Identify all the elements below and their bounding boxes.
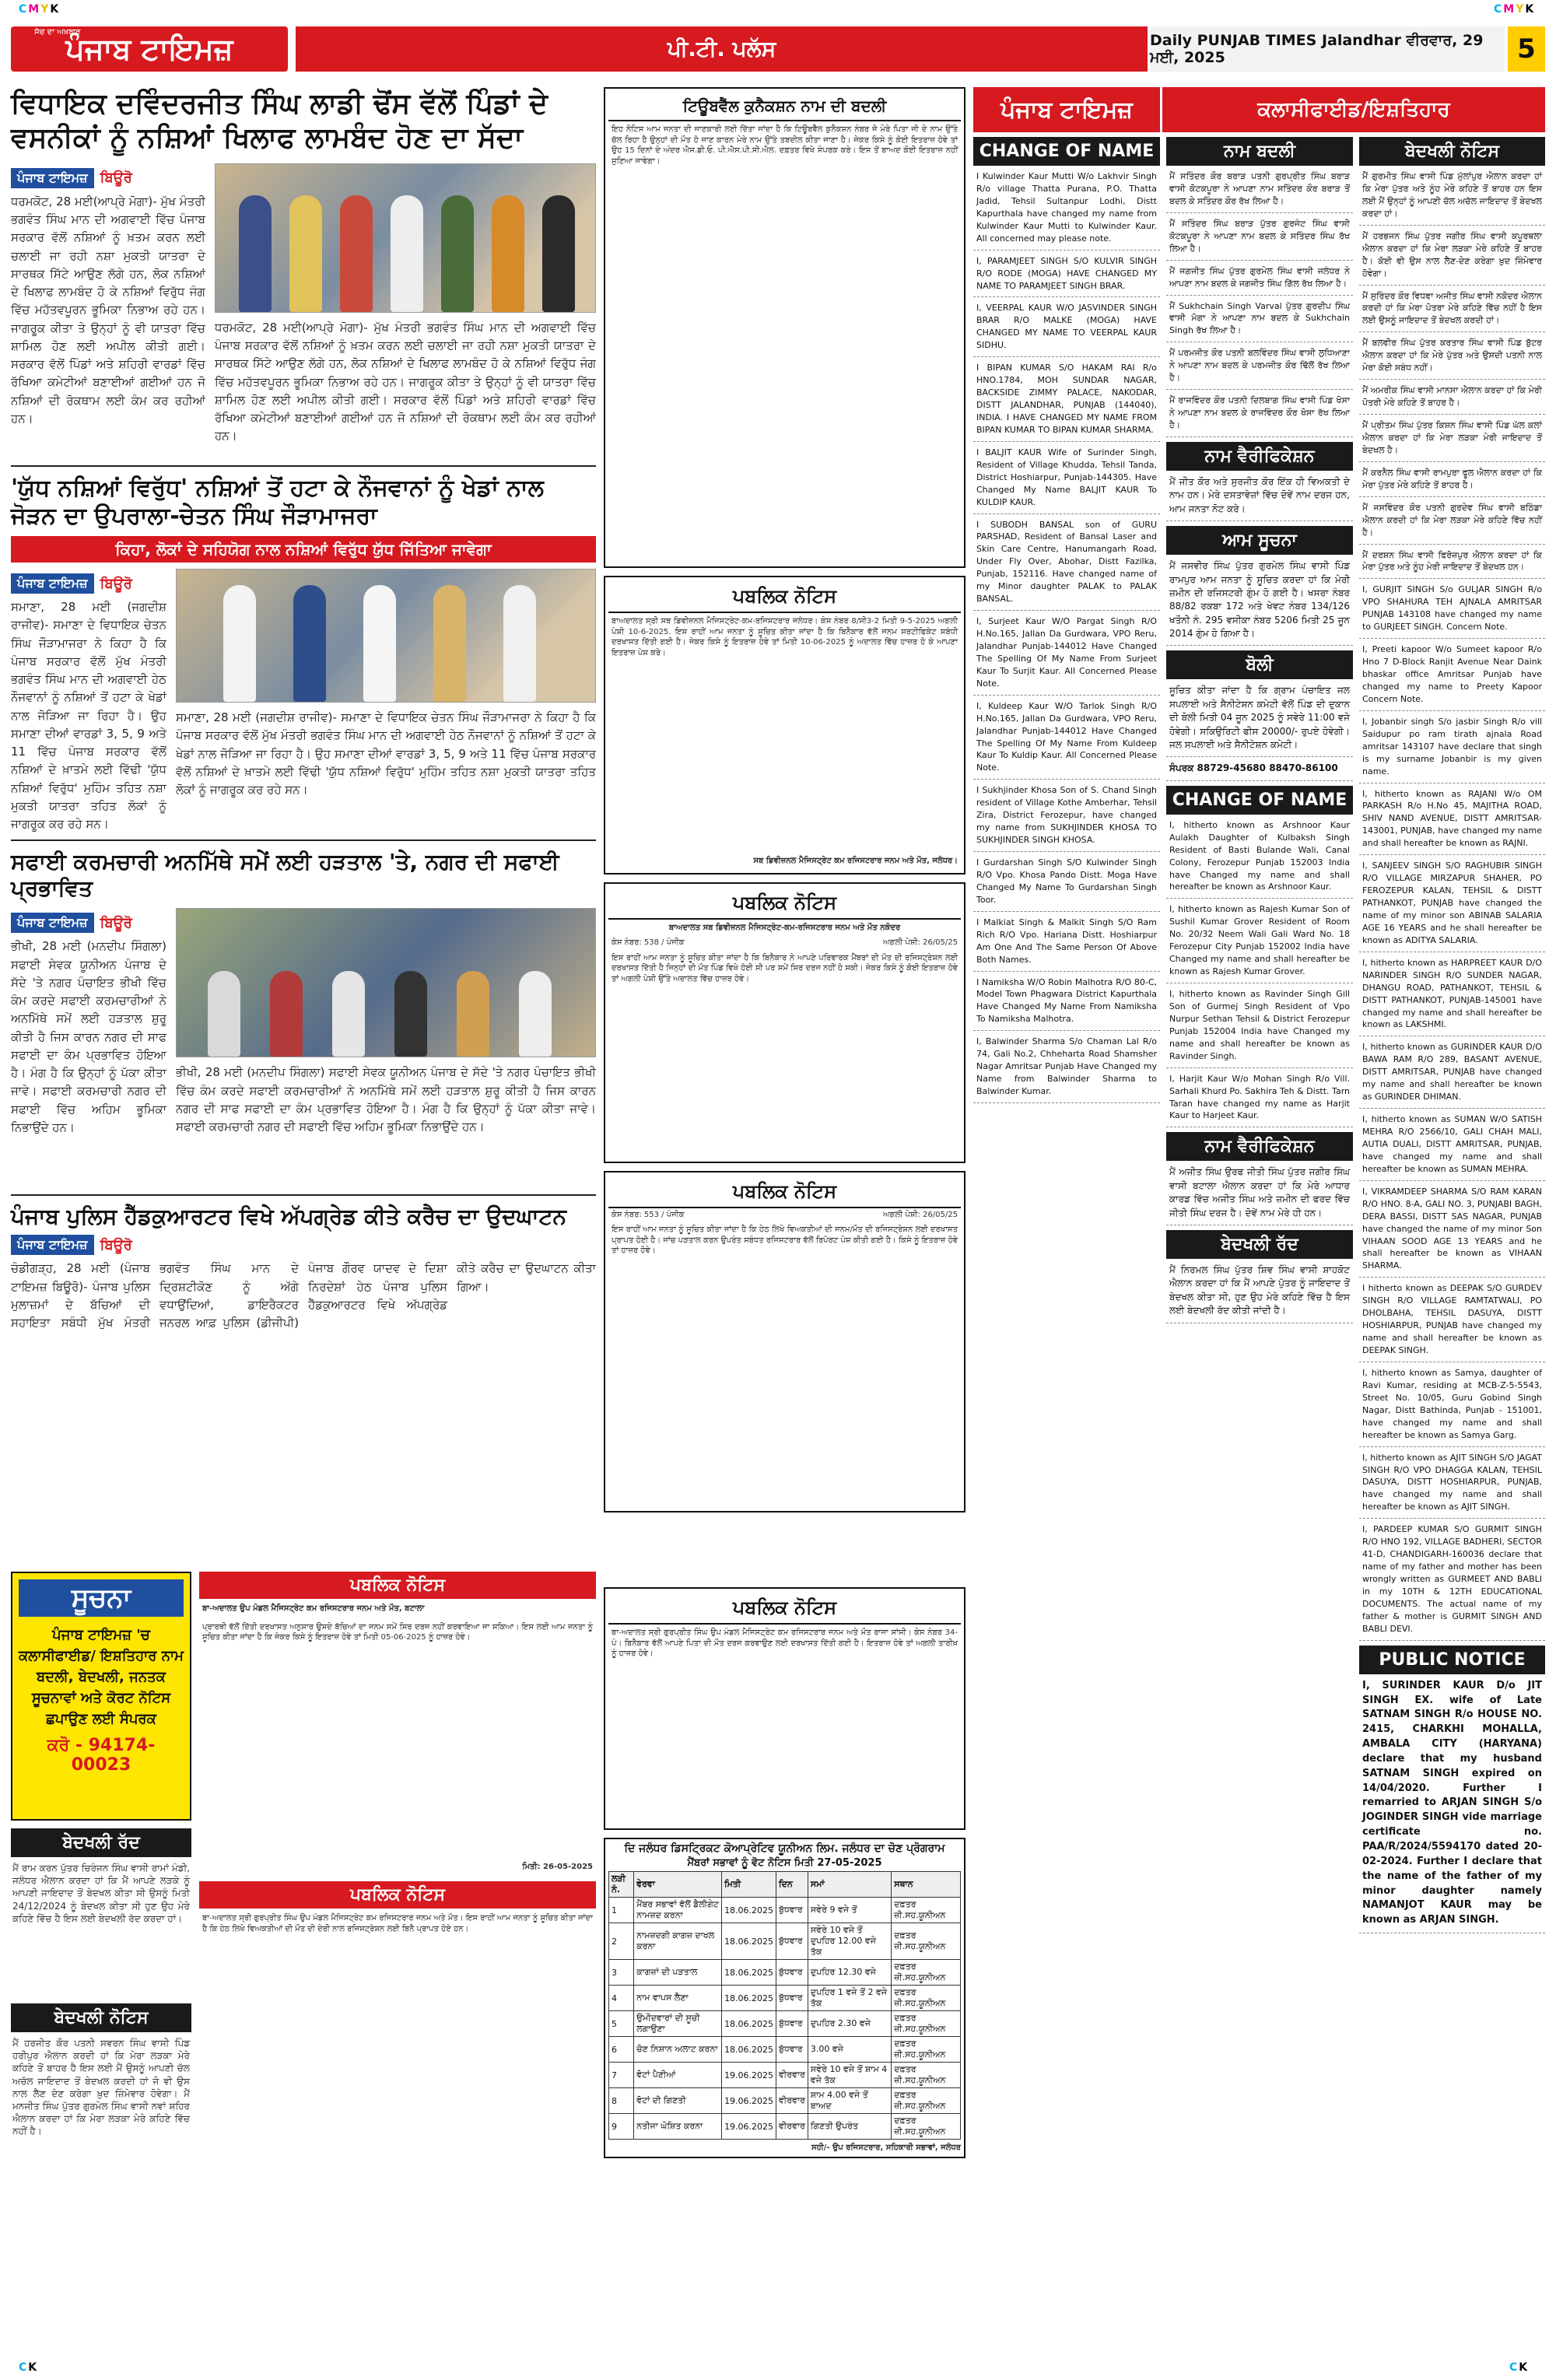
schedule-col-header: ਲੜੀ ਨੰ. <box>609 1872 634 1898</box>
notices-column-lower <box>604 1587 965 2158</box>
change-of-name-entry: I BALJIT KAUR Wife of Surinder Singh, Resident of Village Khudda, Tehsil Tanda, District Hoshiarpur, Punjab-144305. Have Changed My Name BALJIT KAUR To KULDIP KAUR. <box>973 442 1160 514</box>
schedule-cell: 6 <box>609 2037 634 2063</box>
public-notice-2-head: ਬਾਅਦਾਲਤ ਸਬ ਡਿਵੀਜ਼ਨਲ ਮੈਜਿਸਟ੍ਰੇਟ-ਕਮ-ਰਜਿਸਟਰਾਰ ਜਨਮ ਅਤੇ ਮੌਤ ਨਕੋਦਰ <box>668 923 901 932</box>
story1-headline: ਵਿਧਾਇਕ ਦਵਿੰਦਰਜੀਤ ਸਿੰਘ ਲਾਡੀ ਢੋਂਸ ਵੱਲੋਂ ਪਿੰਡਾਂ ਦੇ ਵਸਨੀਕਾਂ ਨੂੰ ਨਸ਼ਿਆਂ ਖਿਲਾਫ ਲਾਮਬੰਦ ਹੋਣ ਦਾ ਸੱਦਾ <box>11 88 548 154</box>
boli-text: ਸੂਚਿਤ ਕੀਤਾ ਜਾਂਦਾ ਹੈ ਕਿ ਗ੍ਰਾਮ ਪੰਚਾਇਤ ਜਲ ਸਪਲਾਈ ਅਤੇ ਸੈਨੀਟੇਸ਼ਨ ਕਮੇਟੀ ਵੱਲੋਂ ਪਿੰਡ ਦੀ ਦੁਕਾਨ ਦੀ ਬੋਲੀ ਮਿਤੀ 04 ਜੂਨ 2025 ਨੂੰ ਸਵੇਰੇ 11:00 ਵਜੇ ਹੋਵੇਗੀ। ਸਕਿਉਰਿਟੀ ਫੀਸ 20000/- ਰੁਪਏ ਹੋਵੇਗੀ। ਜਲ ਸਪਲਾਈ ਅਤੇ ਸੈਨੀਟੇਸ਼ਨ ਕਮੇਟੀ। <box>1166 679 1353 757</box>
story4-headline: ਪੰਜਾਬ ਪੁਲਿਸ ਹੈੱਡਕੁਆਰਟਰ ਵਿਖੇ ਅੱਪਗ੍ਰੇਡ ਕੀਤੇ ਕਰੈਚ ਦਾ ਉਦਘਾਟਨ <box>11 1204 566 1230</box>
schedule-cell: 9 <box>609 2114 634 2140</box>
middle-pn4-title: ਪਬਲਿਕ ਨੋਟਿਸ <box>199 1572 596 1599</box>
schedule-cell: 18.06.2025 <box>722 2011 776 2037</box>
schedule-cell: ਬੁੱਧਵਾਰ <box>776 2011 808 2037</box>
story1-tag-sub: ਬਿਊਰੋ <box>100 170 132 187</box>
story2-headline: 'ਯੁੱਧ ਨਸ਼ਿਆਂ ਵਿਰੁੱਧ' ਨਸ਼ਿਆਂ ਤੋਂ ਹਟਾ ਕੇ ਨੌਜਵਾਨਾਂ ਨੂੰ ਖੇਡਾਂ ਨਾਲ ਜੋੜਨ ਦਾ ਉਪਰਾਲਾ-ਚੇਤਨ ਸਿੰਘ ਜੌੜਾਮਾਜਰਾ <box>11 474 544 531</box>
schedule-cell: 3.00 ਵਜੇ <box>808 2037 891 2063</box>
schedule-cell: ਵੋਟਾਂ ਦੀ ਗਿਣਤੀ <box>634 2088 722 2114</box>
change-of-name-2-entry: I, hitherto known as Arshnoor Kaur Aulakh Daughter of Kulbaksh Singh Resident of Basti Bulande Wali, Canal Colony, Ferozepur Punjab 152003 India have Changed my name and shall hereafter be known as Arshnoor Kaur. <box>1166 815 1353 899</box>
public-notice-3-body: ਇਸ ਰਾਹੀਂ ਆਮ ਜਨਤਾ ਨੂੰ ਸੂਚਿਤ ਕੀਤਾ ਜਾਂਦਾ ਹੈ ਕਿ ਹੇਠ ਲਿਖੇ ਵਿਅਕਤੀਆਂ ਦੀ ਜਨਮ/ਮੌਤ ਦੀ ਰਜਿਸਟ੍ਰੇਸ਼ਨ ਲਈ ਦਰਖਾਸਤ ਪ੍ਰਾਪਤ ਹੋਈ ਹੈ। ਜਾਂਚ ਪੜਤਾਲ ਕਰਨ ਉਪਰੰਤ ਸਬੰਧਤ ਰਜਿਸਟਰਾਰ ਵੱਲੋਂ ਰਿਪੋਰਟ ਪੇਸ਼ ਕੀਤੀ ਗਈ ਹੈ। ਕਿਸੇ ਨੂੰ ਇਤਰਾਜ਼ ਹੋਵੇ ਤਾਂ ਹਾਜ਼ਰ ਹੋਵੇ। <box>612 1225 958 1255</box>
schedule-row <box>609 2063 961 2088</box>
change-of-name-2-entry: I, Harjit Kaur W/o Mohan Singh R/o Vill. Sarhali Khurd Po. Sakhira Teh & Distt. Tarn Taran have changed my name as Harjit Kaur to Harjeet Kaur. <box>1166 1068 1353 1128</box>
naam-verification-heading: ਨਾਮ ਵੈਰੀਫਿਕੇਸ਼ਨ <box>1166 442 1353 471</box>
naam-badli-entry: ਮੈਂ Sukhchain Singh Varval ਪੁੱਤਰ ਗੁਰਦੀਪ ਸਿੰਘ ਵਾਸੀ ਮੋਗਾ ਨੇ ਆਪਣਾ ਨਾਮ ਬਦਲ ਕੇ Sukhchain Singh ਰੱਖ ਲਿਆ ਹੈ। <box>1166 296 1353 343</box>
naam-verification-2-heading: ਨਾਮ ਵੈਰੀਫਿਕੇਸ਼ਨ <box>1166 1132 1353 1161</box>
news-column <box>11 87 596 1369</box>
change-of-name-entry: I, hitherto known as GURINDER KAUR D/O BAWA RAM R/O 289, BASANT AVENUE, DISTT AMRITSAR, PUNJAB have changed my name and shall hereafter be known as GURINDER DHIMAN. <box>1359 1036 1545 1109</box>
story1-body-cont: ਧਰਮਕੋਟ, 28 ਮਈ(ਆਪ੍ਰੇ ਮੋਗਾ)- ਮੁੱਖ ਮੰਤਰੀ ਭਗਵੰਤ ਸਿੰਘ ਮਾਨ ਦੀ ਅਗਵਾਈ ਵਿੱਚ ਪੰਜਾਬ ਸਰਕਾਰ ਵੱਲੋਂ ਨਸ਼ਿਆਂ ਨੂੰ ਖ਼ਤਮ ਕਰਨ ਲਈ ਚਲਾਈ ਜਾ ਰਹੀ ਨਸ਼ਾ ਮੁਕਤੀ ਯਾਤਰਾ ਦੇ ਸਾਰਥਕ ਸਿੱਟੇ ਆਉਣ ਲੱਗੇ ਹਨ, ਲੋਕ ਨਸ਼ਿਆਂ ਦੇ ਖਿਲਾਫ ਲਾਮਬੰਦ ਹੋ ਕੇ ਨਸ਼ਿਆਂ ਵਿਰੁੱਧ ਜੰਗ ਵਿੱਚ ਮਹੱਤਵਪੂਰਨ ਭੂਮਿਕਾ ਨਿਭਾਅ ਰਹੇ ਹਨ। ਜਾਗਰੂਕ ਕੀਤਾ ਤੇ ਉਨ੍ਹਾਂ ਨੂੰ ਵੀ ਯਾਤਰਾ ਵਿੱਚ ਸ਼ਾਮਿਲ ਹੋਣ ਲਈ ਅਪੀਲ ਕੀਤੀ ਗਈ। ਸਰਕਾਰ ਵੱਲੋਂ ਪਿੰਡਾਂ ਅਤੇ ਸ਼ਹਿਰੀ ਵਾਰਡਾਂ ਵਿੱਚ ਰੱਖਿਆ ਕਮੇਟੀਆਂ ਬਣਾਈਆਂ ਗਈਆਂ ਹਨ ਜੋ ਨਸ਼ਿਆਂ ਦੀ ਰੋਕਥਾਮ ਲਈ ਕੰਮ ਕਰ ਰਹੀਆਂ ਹਨ। <box>215 320 596 443</box>
schedule-cell: ਨਾਮਜ਼ਦਗੀ ਕਾਗਜ਼ ਦਾਖਲ ਕਰਨਾ <box>634 1923 722 1960</box>
schedule-cell: ਦਫ਼ਤਰ ਜ਼ੀ.ਸਹ.ਯੂਨੀਅਨ <box>892 2011 961 2037</box>
schedule-row <box>609 2114 961 2140</box>
change-of-name-entry: I Namiksha W/O Robin Malhotra R/O 80-C, Model Town Phagwara District Kapurthala Have Changed My Name From Namiksha To Namiksha Malhotra. <box>973 972 1160 1032</box>
cmyk-mark-left: CMYK <box>19 3 61 16</box>
story2-tag: ਪੰਜਾਬ ਟਾਇਮਜ਼ <box>11 573 94 594</box>
change-of-name-entry: I, hitherto known as RAJANI W/o OM PARKASH R/o H.No 45, MAJITHA ROAD, SHIV NAND AVENUE, DISTT AMRITSAR-143001, PUNJAB, have changed my name and shall hereafter be known as RAJNI. <box>1359 783 1545 856</box>
public-notice-6-title: ਪਬਲਿਕ ਨੋਟਿਸ <box>608 1592 961 1625</box>
bedakhli-notice-entry: ਮੈਂ ਸੁਰਿੰਦਰ ਕੌਰ ਵਿਧਵਾ ਅਜੀਤ ਸਿੰਘ ਵਾਸੀ ਨਕੋਦਰ ਐਲਾਨ ਕਰਦੀ ਹਾਂ ਕਿ ਮੇਰਾ ਪੋਤਰਾ ਮੇਰੇ ਕਹਿਣੇ ਵਿੱਚ ਨਹੀਂ ਹੈ ਇਸ ਲਈ ਉਸਨੂੰ ਜਾਇਦਾਦ ਤੋਂ ਬੇਦਖਲ ਕਰਦੀ ਹਾਂ। <box>1359 286 1545 333</box>
schedule-cell: 18.06.2025 <box>722 1986 776 2011</box>
schedule-row <box>609 2011 961 2037</box>
public-notice-3 <box>604 1171 965 1513</box>
notice-tubewell-title: ਟਿਊਬਵੈੱਲ ਕੁਨੈਕਸ਼ਨ ਨਾਮ ਦੀ ਬਦਲੀ <box>608 92 961 121</box>
change-of-name-entry: I, PARDEEP KUMAR S/O GURMIT SINGH R/O HNO 192, VILLAGE BADHERI, SECTOR 41-D, CHANDIGARH-160036 declare that name of my father and mother has been wrongly written as GURMEET AND BABLI in my 10TH & 12TH EDUCATIONAL DOCUMENTS. The actual name of my father & mother is GURMIT SINGH AND BABLI DEVI. <box>1359 1519 1545 1640</box>
story3-tag-sub: ਬਿਊਰੋ <box>100 914 132 931</box>
schedule-cell: ਦਫ਼ਤਰ ਜ਼ੀ.ਸਹ.ਯੂਨੀਅਨ <box>892 1960 961 1986</box>
classified-section <box>973 87 1545 1933</box>
change-of-name-entry: I, VIKRAMDEEP SHARMA S/O RAM KARAN R/O HNO. 8-A, GALI NO. 3, PUNJABI BAGH, DERA BASSI, DISTT SAS NAGAR, PUNJAB have changed the name of my minor Son VIHAAN SOOD AGE 13 YEARS and he shall hereafter be known as VIHAAN SHARMA. <box>1359 1181 1545 1278</box>
story3-body-cont: ਭੀਖੀ, 28 ਮਈ (ਮਨਦੀਪ ਸਿੰਗਲਾ) ਸਫਾਈ ਸੇਵਕ ਯੂਨੀਅਨ ਪੰਜਾਬ ਦੇ ਸੱਦੇ 'ਤੇ ਨਗਰ ਪੰਚਾਇਤ ਭੀਖੀ ਵਿੱਚ ਕੰਮ ਕਰਦੇ ਸਫਾਈ ਕਰਮਚਾਰੀਆਂ ਨੇ ਅਨਮਿੱਥੇ ਸਮੇਂ ਲਈ ਹੜਤਾਲ ਸ਼ੁਰੂ ਕੀਤੀ ਹੈ ਜਿਸ ਕਾਰਨ ਨਗਰ ਦੀ ਸਾਫ ਸਫਾਈ ਦਾ ਕੰਮ ਪ੍ਰਭਾਵਿਤ ਹੋਇਆ ਹੈ। ਮੰਗ ਹੈ ਕਿ ਉਨ੍ਹਾਂ ਨੂੰ ਪੱਕਾ ਕੀਤਾ ਜਾਵੇ। ਸਫਾਈ ਕਰਮਚਾਰੀ ਨਗਰ ਦੀ ਸਫਾਈ ਵਿੱਚ ਅਹਿਮ ਭੂਮਿਕਾ ਨਿਭਾਉਂਦੇ ਹਨ। <box>176 1065 596 1134</box>
schedule-subtitle: ਮੈਂਬਰਾਂ ਸਭਾਵਾਂ ਨੂੰ ਵੋਟ ਨੋਟਿਸ ਮਿਤੀ 27-05-2025 <box>687 1857 882 1869</box>
story2-body: ਸਮਾਣਾ, 28 ਮਈ (ਜਗਦੀਸ਼ ਰਾਜੀਵ)- ਸਮਾਣਾ ਦੇ ਵਿਧਾਇਕ ਚੇਤਨ ਸਿੰਘ ਜੌੜਾਮਾਜਰਾ ਨੇ ਕਿਹਾ ਹੈ ਕਿ ਪੰਜਾਬ ਸਰਕਾਰ ਵੱਲੋਂ ਮੁੱਖ ਮੰਤਰੀ ਭਗਵੰਤ ਸਿੰਘ ਮਾਨ ਦੀ ਅਗਵਾਈ ਹੇਠ ਨੌਜਵਾਨਾਂ ਨੂੰ ਨਸ਼ਿਆਂ ਤੋਂ ਹਟਾ ਕੇ ਖੇਡਾਂ ਨਾਲ ਜੋੜਿਆ ਜਾ ਰਿਹਾ ਹੈ। ਉਹ ਸਮਾਣਾ ਦੀਆਂ ਵਾਰਡਾਂ 3, 5, 9 ਅਤੇ 11 ਵਿੱਚ ਪੰਜਾਬ ਸਰਕਾਰ ਵੱਲੋਂ ਨਸ਼ਿਆਂ ਦੇ ਖ਼ਾਤਮੇ ਲਈ ਵਿੱਢੀ 'ਯੁੱਧ ਨਸ਼ਿਆਂ ਵਿਰੁੱਧ' ਮੁਹਿੰਮ ਤਹਿਤ ਨਸ਼ਾ ਮੁਕਤੀ ਯਾਤਰਾ ਤਹਿਤ ਲੋਕਾਂ ਨੂੰ ਜਾਗਰੂਕ ਕਰ ਰਹੇ ਸਨ। <box>11 600 166 831</box>
story2-photo <box>176 569 596 703</box>
public-notice-3-case: ਕੇਸ ਨੰਬਰ: 553 / ਪੰਜੀਕ <box>612 1210 685 1219</box>
public-notice-2-case: ਕੇਸ ਨੰਬਰ: 538 / ਪੰਜੀਕ <box>612 938 685 947</box>
naam-badli-entry: ਮੈਂ ਸਤਿੰਦਰ ਕੌਰ ਬਰਾੜ ਪਤਨੀ ਗੁਰਪ੍ਰੀਤ ਸਿੰਘ ਬਰਾੜ ਵਾਸੀ ਕੋਟਕਪੂਰਾ ਨੇ ਆਪਣਾ ਨਾਮ ਸਤਿੰਦਰ ਕੌਰ ਬਰਾੜ ਤੋਂ ਬਦਲ ਕੇ ਸਤਿੰਦਰ ਕੌਰ ਰੱਖ ਲਿਆ ਹੈ। <box>1166 166 1353 213</box>
public-notice-text: I, SURINDER KAUR D/o JIT SINGH EX. wife of Late SATNAM SINGH R/o HOUSE NO. 2415, CHARKHI MOHALLA, AMBALA CITY (HARYANA) declare that my husband SATNAM SINGH expired on 14/04/2020. Further I remarried to ARJAN SINGH S/o JOGINDER SINGH vide marriage certificate no. PAA/R/2024/5594170 dated 20-02-2024. Further I declare that the name of the father of my minor daughter namely NAMANJOT KAUR may be known as ARJAN SINGH. <box>1359 1674 1545 1933</box>
middle-pn5-title: ਪਬਲਿਕ ਨੋਟਿਸ <box>199 1881 596 1909</box>
change-of-name-2-entry: I, hitherto known as Ravinder Singh Gill Son of Gurmej Singh Resident of Vpo Nurpur Sethan Tehsil & District Ferozepur Punjab 152004 India have Changed my name and shall hereafter be known as Ravinder Singh. <box>1166 983 1353 1068</box>
story4-tag-sub: ਬਿਊਰੋ <box>100 1236 132 1253</box>
schedule-row <box>609 1986 961 2011</box>
schedule-cell: ਨਾਮ ਵਾਪਸ ਲੈਣਾ <box>634 1986 722 2011</box>
change-of-name-entry: I, Preeti kapoor W/o Sumeet kapoor R/o Hno 7 D-Block Ranjit Avenue Near Daink bhaskar office Amritsar Punjab have changed my name to Preety Kapoor Concern Note. <box>1359 639 1545 711</box>
schedule-cell: 18.06.2025 <box>722 1960 776 1986</box>
change-of-name-entry: I, Balwinder Sharma S/o Chaman Lal R/o 74, Gali No.2, Chheharta Road Shamsher Nagar Amritsar Punjab Have Changed my Name from Balwinder Sharma to Balwinder Kumar. <box>973 1031 1160 1103</box>
schedule-cell: ਸਵੇਰੇ 10 ਵਜੇ ਤੋਂ ਸ਼ਾਮ 4 ਵਜੇ ਤੱਕ <box>808 2063 891 2088</box>
change-of-name-entry: I, hitherto known as SUMAN W/O SATISH MEHRA R/O 2566/10, GALI CHAH MALI, AUTIA DUALI, DISTT AMRITSAR, PUNJAB, have changed my name and shall hereafter be known as SUMAN MEHRA. <box>1359 1109 1545 1181</box>
change-of-name-entry: I, hitherto known as Samya, daughter of Ravi Kumar, residing at MCB-Z-5-5543, Street No. 10/05, Guru Gobind Singh Nagar, Distt Bathinda, Punjab - 151001, have changed my name and shall hereafter be known as Samya Garg. <box>1359 1362 1545 1447</box>
bedakhli-radd-text: ਮੈਂ ਨਿਰਮਲ ਸਿੰਘ ਪੁੱਤਰ ਸ਼ਿਵ ਸਿੰਘ ਵਾਸੀ ਸ਼ਾਹਕੋਟ ਐਲਾਨ ਕਰਦਾ ਹਾਂ ਕਿ ਮੈਂ ਆਪਣੇ ਪੁੱਤਰ ਨੂੰ ਜਾਇਦਾਦ ਤੋਂ ਬੇਦਖਲ ਕੀਤਾ ਸੀ, ਹੁਣ ਉਹ ਮੇਰੇ ਕਹਿਣੇ ਵਿੱਚ ਹੈ ਇਸ ਲਈ ਬੇਦਖਲੀ ਰੱਦ ਕੀਤੀ ਜਾਂਦੀ ਹੈ। <box>1166 1259 1353 1323</box>
schedule-col-header: ਸਮਾਂ <box>808 1872 891 1898</box>
public-notice-1-sign: ਸਬ ਡਿਵੀਜ਼ਨਲ ਮੈਜਿਸਟ੍ਰੇਟ ਕਮ ਰਜਿਸਟਰਾਰ ਜਨਮ ਅਤੇ ਮੌਤ, ਜਲੰਧਰ। <box>753 857 958 865</box>
schedule-row <box>609 2088 961 2114</box>
bedakhli-notice-entry: ਮੈਂ ਜਸਵਿੰਦਰ ਕੌਰ ਪਤਨੀ ਗੁਰਦੇਵ ਸਿੰਘ ਵਾਸੀ ਬਠਿੰਡਾ ਐਲਾਨ ਕਰਦੀ ਹਾਂ ਕਿ ਮੇਰਾ ਲੜਕਾ ਮੇਰੇ ਕਹਿਣੇ ਵਿੱਚ ਨਹੀਂ ਹੈ। <box>1359 497 1545 545</box>
change-of-name-entry: I, hitherto known as HARPREET KAUR D/O NARINDER SINGH R/O SUNDER NAGAR, DHANGU ROAD, PATHANKOT, TEHSIL & DISTT PATHANKOT, PUNJAB-145001 have changed my name and shall hereafter be known as LAKSHMI. <box>1359 952 1545 1037</box>
schedule-cell: ਬੁੱਧਵਾਰ <box>776 1986 808 2011</box>
naam-verification-text: ਮੈਂ ਜੀਤ ਕੌਰ ਅਤੇ ਸੁਰਜੀਤ ਕੌਰ ਇੱਕ ਹੀ ਵਿਅਕਤੀ ਦੇ ਨਾਮ ਹਨ। ਮੇਰੇ ਦਸਤਾਵੇਜ਼ਾਂ ਵਿੱਚ ਦੋਵੇਂ ਨਾਮ ਦਰਜ ਹਨ, ਆਮ ਜਨਤਾ ਨੋਟ ਕਰੇ। <box>1166 471 1353 521</box>
story4-columns <box>199 1572 596 2322</box>
change-of-name-entry: I, Kuldeep Kaur W/O Tarlok Singh R/O H.No.165, Jallan Da Gurdwara, VPO Reru, Jalandhar Punjab-144012 Have Changed The Spelling Of My Name From Kuldeep Kaur To Kuldip Kaur. All Concerned Please Note. <box>973 696 1160 780</box>
schedule-sign: ਸਹੀ/- ਉਪ ਰਜਿਸਟਰਾਰ, ਸਹਿਕਾਰੀ ਸਭਾਵਾਂ, ਜਲੰਧਰ <box>811 2143 961 2152</box>
naam-verification-2-text: ਮੈਂ ਅਜੀਤ ਸਿੰਘ ਉਰਫ ਜੀਤੀ ਸਿੰਘ ਪੁੱਤਰ ਜਗੀਰ ਸਿੰਘ ਵਾਸੀ ਬਟਾਲਾ ਐਲਾਨ ਕਰਦਾ ਹਾਂ ਕਿ ਮੇਰੇ ਆਧਾਰ ਕਾਰਡ ਵਿੱਚ ਅਜੀਤ ਸਿੰਘ ਅਤੇ ਜ਼ਮੀਨ ਦੀ ਫਰਦ ਵਿੱਚ ਜੀਤੀ ਸਿੰਘ ਦਰਜ ਹੈ। ਦੋਵੇਂ ਨਾਮ ਮੇਰੇ ਹੀ ਹਨ। <box>1166 1161 1353 1225</box>
change-of-name-entry: I Kulwinder Kaur Mutti W/o Lakhvir Singh R/o village Thatta Purana, P.O. Thatta Jadid, Tehsil Sultanpur Lodhi, Distt Kapurthala have changed my name from Kulwinder Kaur Mutti to Kulwinder Kaur. All concerned may please note. <box>973 166 1160 251</box>
public-notice-1-body: ਬਾਅਦਾਲਤ ਸ੍ਰੀ ਸਬ ਡਿਵੀਜ਼ਨਲ ਮੈਜਿਸਟ੍ਰੇਟ-ਕਮ-ਰਜਿਸਟਰਾਰ ਜਲੰਧਰ। ਕੇਸ ਨੰਬਰ 8/ਸੀ3-2 ਮਿਤੀ 9-5-2025 ਅਗਲੀ ਪੇਸ਼ੀ 10-6-2025. ਇਸ ਰਾਹੀਂ ਆਮ ਜਨਤਾ ਨੂੰ ਸੂਚਿਤ ਕੀਤਾ ਜਾਂਦਾ ਹੈ ਕਿ ਬਿਨੈਕਾਰ ਵੱਲੋਂ ਜਨਮ ਸਰਟੀਫਿਕੇਟ ਸਬੰਧੀ ਦਰਖਾਸਤ ਦਿੱਤੀ ਗਈ ਹੈ। ਜੇਕਰ ਕਿਸੇ ਨੂੰ ਇਤਰਾਜ਼ ਹੋਵੇ ਤਾਂ ਮਿਤੀ 10-06-2025 ਨੂੰ ਅਦਾਲਤ ਵਿੱਚ ਹਾਜ਼ਰ ਹੋ ਕੇ ਆਪਣਾ ਇਤਰਾਜ਼ ਪੇਸ਼ ਕਰੇ। <box>612 617 958 657</box>
schedule-cell: ਨਤੀਜਾ ਘੋਸ਼ਿਤ ਕਰਨਾ <box>634 2114 722 2140</box>
bedakhli-notice-entry: ਮੈਂ ਦਰਸ਼ਨ ਸਿੰਘ ਵਾਸੀ ਫਿਰੋਜ਼ਪੁਰ ਐਲਾਨ ਕਰਦਾ ਹਾਂ ਕਿ ਮੇਰਾ ਪੁੱਤਰ ਅਤੇ ਨੂੰਹ ਮੇਰੀ ਜਾਇਦਾਦ ਤੋਂ ਬੇਦਖਲ ਹਨ। <box>1359 545 1545 580</box>
schedule-cell: 2 <box>609 1923 634 1960</box>
public-notice-2-title: ਪਬਲਿਕ ਨੋਟਿਸ <box>608 887 961 920</box>
aam-suchna-text: ਮੈਂ ਜਸਵੀਰ ਸਿੰਘ ਪੁੱਤਰ ਗੁਰਮੇਲ ਸਿੰਘ ਵਾਸੀ ਪਿੰਡ ਰਾਮਪੁਰ ਆਮ ਜਨਤਾ ਨੂੰ ਸੂਚਿਤ ਕਰਦਾ ਹਾਂ ਕਿ ਮੇਰੀ ਜ਼ਮੀਨ ਦੀ ਰਜਿਸਟਰੀ ਗੁੰਮ ਹੋ ਗਈ ਹੈ। ਖਸਰਾ ਨੰਬਰ 88/82 ਰਕਬਾ 172 ਅਤੇ ਖੇਵਟ ਨੰਬਰ 134/126 ਖਤੌਨੀ ਨੰ. 295 ਵਸੀਕਾ ਨੰਬਰ 5206 ਮਿਤੀ 25 ਜੂਨ 2014 ਗੁੰਮ ਹੋ ਗਿਆ ਹੈ। <box>1166 555 1353 646</box>
classified-col-c <box>1359 137 1545 1933</box>
bedakhli-radd-heading: ਬੇਦਖਲੀ ਰੱਦ <box>1166 1230 1353 1259</box>
schedule-col-header: ਦਿਨ <box>776 1872 808 1898</box>
schedule-cell: ਦਫ਼ਤਰ ਜ਼ੀ.ਸਹ.ਯੂਨੀਅਨ <box>892 2037 961 2063</box>
change-of-name-2-list <box>1166 815 1353 1128</box>
public-notice-2-next: ਅਗਲੀ ਪੇਸ਼ੀ: 26/05/25 <box>882 938 958 947</box>
public-notice-3-title: ਪਬਲਿਕ ਨੋਟਿਸ <box>608 1176 961 1208</box>
schedule-cell: ਵੋਟਾਂ ਪੈਣੀਆਂ <box>634 2063 722 2088</box>
aam-suchna-heading: ਆਮ ਸੂਚਨਾ <box>1166 526 1353 555</box>
notices-column <box>604 87 965 1512</box>
schedule-cell: 5 <box>609 2011 634 2037</box>
story3-photo <box>176 908 596 1057</box>
naam-badli-list <box>1166 166 1353 437</box>
bedakhli-notice-list <box>1359 166 1545 1641</box>
schedule-cell: ਵੀਰਵਾਰ <box>776 2063 808 2088</box>
schedule-cell: 18.06.2025 <box>722 1923 776 1960</box>
story4-tag: ਪੰਜਾਬ ਟਾਇਮਜ਼ <box>11 1235 94 1255</box>
bedakhli-notice-entry: ਮੈਂ ਅਮਰੀਕ ਸਿੰਘ ਵਾਸੀ ਮਾਨਸਾ ਐਲਾਨ ਕਰਦਾ ਹਾਂ ਕਿ ਮੇਰੀ ਪੋਤਰੀ ਮੇਰੇ ਕਹਿਣੇ ਤੋਂ ਬਾਹਰ ਹੈ। <box>1359 380 1545 415</box>
dateline: Daily PUNJAB TIMES Jalandhar ਵੀਰਵਾਰ, 29 ਮਈ, 2025 <box>1150 26 1505 72</box>
boli-heading: ਬੋਲੀ <box>1166 650 1353 679</box>
schedule-cell: 18.06.2025 <box>722 1898 776 1923</box>
schedule-cell: 8 <box>609 2088 634 2114</box>
naam-badli-entry: ਮੈਂ ਰਾਜਵਿੰਦਰ ਕੌਰ ਪਤਨੀ ਦਿਲਬਾਗ ਸਿੰਘ ਵਾਸੀ ਪਿੰਡ ਖੋਸਾ ਨੇ ਆਪਣਾ ਨਾਮ ਬਦਲ ਕੇ ਰਾਜਵਿੰਦਰ ਕੌਰ ਖੋਸਾ ਰੱਖ ਲਿਆ ਹੈ। <box>1166 390 1353 437</box>
schedule-col-header: ਵੇਰਵਾ <box>634 1872 722 1898</box>
schedule-row <box>609 1960 961 1986</box>
suchna-column <box>11 1572 191 2337</box>
classified-col-b <box>1166 137 1353 1933</box>
schedule-cell: ਦੁਪਹਿਰ 2.30 ਵਜੇ <box>808 2011 891 2037</box>
classified-logo: ਪੰਜਾਬ ਟਾਇਮਜ਼ <box>973 87 1160 132</box>
schedule-cell: 18.06.2025 <box>722 2037 776 2063</box>
top-color-strip <box>0 0 1556 22</box>
schedule-row <box>609 2037 961 2063</box>
naam-badli-entry: ਮੈਂ ਜਗਜੀਤ ਸਿੰਘ ਪੁੱਤਰ ਗੁਰਮੇਲ ਸਿੰਘ ਵਾਸੀ ਜਲੰਧਰ ਨੇ ਆਪਣਾ ਨਾਮ ਬਦਲ ਕੇ ਜਗਜੀਤ ਸਿੰਘ ਗਿੱਲ ਰੱਖ ਲਿਆ ਹੈ। <box>1166 261 1353 296</box>
bottom-color-strip <box>0 2358 1556 2380</box>
public-notice-2 <box>604 882 965 1163</box>
story4-body: ਚੰਡੀਗੜ੍ਹ, 28 ਮਈ (ਪੰਜਾਬ ਟਾਇਮਜ਼ ਬਿਊਰੋ)- ਪੰਜਾਬ ਪੁਲਿਸ ਮੁਲਾਜ਼ਮਾਂ ਦੇ ਬੱਚਿਆਂ ਦੀ ਸਹਾਇਤਾ ਸਬੰਧੀ ਮੁੱਖ ਮੰਤਰੀ ਭਗਵੰਤ ਸਿੰਘ ਮਾਨ ਦੇ ਦ੍ਰਿਸ਼ਟੀਕੋਣ ਨੂੰ ਅੱਗੇ ਵਧਾਉਂਦਿਆਂ, ਡਾਇਰੈਕਟਰ ਜਨਰਲ ਆਫ਼ ਪੁਲਿਸ (ਡੀਜੀਪੀ) ਪੰਜਾਬ ਗੌਰਵ ਯਾਦਵ ਦੇ ਦਿਸ਼ਾ ਨਿਰਦੇਸ਼ਾਂ ਹੇਠ ਪੰਜਾਬ ਪੁਲਿਸ ਹੈੱਡਕੁਆਰਟਰ ਵਿਖੇ ਅੱਪਗ੍ਰੇਡ ਕੀਤੇ ਕਰੈਚ ਦਾ ਉਦਘਾਟਨ ਕੀਤਾ ਗਿਆ। <box>11 1261 596 1330</box>
change-of-name-entry: I, Jobanbir singh S/o jasbir Singh R/o vill Saidupur po ram tirath ajnala Road amritsar 143107 have declare that singh is my surname Jobanbir is my given name. <box>1359 711 1545 783</box>
story3-headline: ਸਫਾਈ ਕਰਮਚਾਰੀ ਅਨਮਿੱਥੇ ਸਮੇਂ ਲਈ ਹੜਤਾਲ 'ਤੇ, ਨਗਰ ਦੀ ਸਫਾਈ ਪ੍ਰਭਾਵਿਤ <box>11 849 559 902</box>
change-of-name-entry: I, GURJIT SINGH S/o GULJAR SINGH R/o VPO SHAHURA TEH AJNALA AMRITSAR PUNJAB 143108 have changed my name to GURJEET SINGH. Concern Note. <box>1359 579 1545 639</box>
schedule-cell: ਕਾਗਜ਼ਾਂ ਦੀ ਪੜਤਾਲ <box>634 1960 722 1986</box>
schedule-cell: ਬੁੱਧਵਾਰ <box>776 1898 808 1923</box>
story1-photo <box>215 163 596 313</box>
schedule-cell: ਸਵੇਰੇ 10 ਵਜੇ ਤੋਂ ਦੁਪਹਿਰ 12.00 ਵਜੇ ਤੱਕ <box>808 1923 891 1960</box>
schedule-row <box>609 1923 961 1960</box>
schedule-cell: ਚੋਣ ਨਿਸ਼ਾਨ ਅਲਾਟ ਕਰਨਾ <box>634 2037 722 2063</box>
schedule-cell: ਉਮੀਦਵਾਰਾਂ ਦੀ ਸੂਚੀ ਲਗਾਉਣਾ <box>634 2011 722 2037</box>
suchna-phone: ਕਰੋ - 94174-00023 <box>47 1736 156 1775</box>
schedule-cell: 4 <box>609 1986 634 2011</box>
schedule-cell: ਦਫ਼ਤਰ ਜ਼ੀ.ਸਹ.ਯੂਨੀਅਨ <box>892 2114 961 2140</box>
suchna-body: ਪੰਜਾਬ ਟਾਇਮਜ਼ 'ਚ ਕਲਾਸੀਫਾਈਡ/ ਇਸ਼ਤਿਹਾਰ ਨਾਮ ਬਦਲੀ, ਬੇਦਖਲੀ, ਜਨਤਕ ਸੂਚਨਾਵਾਂ ਅਤੇ ਕੋਰਟ ਨੋਟਿਸ ਛਪਾਉਣ ਲਈ ਸੰਪਰਕ <box>19 1627 184 1727</box>
story1-tag: ਪੰਜਾਬ ਟਾਇਮਜ਼ <box>11 168 94 188</box>
cmyk-mark-right: CMYK <box>1494 3 1536 16</box>
change-of-name-entry: I Sukhjinder Khosa Son of S. Chand Singh resident of Village Kothe Amberhar, Tehsil Zira, District Ferozepur, have changed my name from SUKHJINDER KHOSA TO SUKHJINDER SINGH KHOSA. <box>973 780 1160 852</box>
schedule-cell: 19.06.2025 <box>722 2114 776 2140</box>
public-notice-6-body: ਬਾ-ਅਦਾਲਤ ਸ੍ਰੀ ਗੁਰਪ੍ਰੀਤ ਸਿੰਘ ਉਪ ਮੰਡਲ ਮੈਜਿਸਟ੍ਰੇਟ ਕਮ ਰਜਿਸਟਰਾਰ ਜਨਮ ਅਤੇ ਮੌਤ ਰਾਜਾ ਸਾਂਸੀ। ਕੇਸ ਨੰਬਰ 34-ਪੰ। ਬਿਨੈਕਾਰ ਵੱਲੋਂ ਆਪਣੇ ਪਿਤਾ ਦੀ ਮੌਤ ਦਰਜ ਕਰਵਾਉਣ ਲਈ ਦਰਖਾਸਤ ਦਿੱਤੀ ਗਈ ਹੈ। ਇਤਰਾਜ਼ ਹੋਵੇ ਤਾਂ ਅਗਲੀ ਤਾਰੀਖ਼ ਨੂੰ ਹਾਜ਼ਰ ਹੋਵੇ। <box>612 1628 958 1658</box>
schedule-cell: ਦੁਪਹਿਰ 12.30 ਵਜੇ <box>808 1960 891 1986</box>
schedule-row <box>609 1898 961 1923</box>
story2-tag-sub: ਬਿਊਰੋ <box>100 575 132 592</box>
schedule-col-header: ਸਥਾਨ <box>892 1872 961 1898</box>
public-notice-1-title: ਪਬਲਿਕ ਨੋਟਿਸ <box>608 580 961 613</box>
public-notice-3-next: ਅਗਲੀ ਪੇਸ਼ੀ: 26/05/25 <box>882 1210 958 1219</box>
bedakhli-notice-entry: ਮੈਂ ਗੁਰਮੀਤ ਸਿੰਘ ਵਾਸੀ ਪਿੰਡ ਮੁੱਲਾਂਪੁਰ ਐਲਾਨ ਕਰਦਾ ਹਾਂ ਕਿ ਮੇਰਾ ਪੁੱਤਰ ਅਤੇ ਨੂੰਹ ਮੇਰੇ ਕਹਿਣੇ ਤੋਂ ਬਾਹਰ ਹਨ ਇਸ ਲਈ ਮੈਂ ਉਨ੍ਹਾਂ ਨੂੰ ਆਪਣੀ ਚੱਲ ਅਚੱਲ ਜਾਇਦਾਦ ਤੋਂ ਬੇਦਖਲ ਕਰਦਾ ਹਾਂ। <box>1359 166 1545 226</box>
story3-body: ਭੀਖੀ, 28 ਮਈ (ਮਨਦੀਪ ਸਿੰਗਲਾ) ਸਫਾਈ ਸੇਵਕ ਯੂਨੀਅਨ ਪੰਜਾਬ ਦੇ ਸੱਦੇ 'ਤੇ ਨਗਰ ਪੰਚਾਇਤ ਭੀਖੀ ਵਿੱਚ ਕੰਮ ਕਰਦੇ ਸਫਾਈ ਕਰਮਚਾਰੀਆਂ ਨੇ ਅਨਮਿੱਥੇ ਸਮੇਂ ਲਈ ਹੜਤਾਲ ਸ਼ੁਰੂ ਕੀਤੀ ਹੈ ਜਿਸ ਕਾਰਨ ਨਗਰ ਦੀ ਸਾਫ ਸਫਾਈ ਦਾ ਕੰਮ ਪ੍ਰਭਾਵਿਤ ਹੋਇਆ ਹੈ। ਮੰਗ ਹੈ ਕਿ ਉਨ੍ਹਾਂ ਨੂੰ ਪੱਕਾ ਕੀਤਾ ਜਾਵੇ। ਸਫਾਈ ਕਰਮਚਾਰੀ ਨਗਰ ਦੀ ਸਫਾਈ ਵਿੱਚ ਅਹਿਮ ਭੂਮਿਕਾ ਨਿਭਾਉਂਦੇ ਹਨ। <box>11 939 166 1134</box>
boli-phone: ਸੰਪਰਕ 88729-45680 88470-86100 <box>1166 757 1353 780</box>
left-notice-1-body: ਮੈਂ ਰਾਮ ਕਰਨ ਪੁੱਤਰ ਚਿਰੰਜਨ ਸਿੰਘ ਵਾਸੀ ਰਾਮਾਂ ਮੰਡੀ, ਜਲੰਧਰ ਐਲਾਨ ਕਰਦਾ ਹਾਂ ਕਿ ਮੈਂ ਆਪਣੇ ਲੜਕੇ ਨੂੰ ਆਪਣੀ ਜਾਇਦਾਦ ਤੋਂ ਬੇਦਖਲ ਕੀਤਾ ਸੀ ਉਸਨੂੰ ਮਿਤੀ 24/12/2024 ਨੂੰ ਬੇਦਖਲ ਕੀਤਾ ਸੀ ਹੁਣ ਉਹ ਮੇਰੇ ਕਹਿਣੇ ਵਿੱਚ ਹੈ ਇਸ ਲਈ ਬੇਦਖਲੀ ਰੱਦ ਕਰਦਾ ਹਾਂ। <box>12 1863 190 1924</box>
naam-badli-heading: ਨਾਮ ਬਦਲੀ <box>1166 137 1353 166</box>
ck-mark-right: CK <box>1509 2361 1530 2374</box>
change-of-name-entry: I, hitherto known as AJIT SINGH S/O JAGAT SINGH R/O VPO DHAGGA KALAN, TEHSIL DASUYA, DISTT HOSHIARPUR, PUNJAB, have changed my name and shall hereafter be known as AJIT SINGH. <box>1359 1447 1545 1519</box>
classified-title: ਕਲਾਸੀਫਾਈਡ/ਇਸ਼ਤਿਹਾਰ <box>1160 87 1545 132</box>
middle-pn4-date: ਮਿਤੀ: 26-05-2025 <box>522 1862 593 1871</box>
schedule-cell: ਸ਼ਾਮ 4.00 ਵਜੇ ਤੋਂ ਬਾਅਦ <box>808 2088 891 2114</box>
schedule-cell: ਵੀਰਵਾਰ <box>776 2088 808 2114</box>
schedule-table <box>608 1871 961 2140</box>
ck-mark-left: CK <box>19 2361 39 2374</box>
change-of-name-entry: I, SANJEEV SINGH S/O RAGHUBIR SINGH R/O VILLAGE MIRZAPUR SHAHER, PO FEROZEPUR KALAN, TEHSIL & DISTT PATHANKOT, PUNJAB have changed the name of my minor son ABINAB SALARIA AGE 16 YEARS and he shall hereafter be known as ADITYA SALARIA. <box>1359 855 1545 952</box>
bedakhli-notice-entry: ਮੈਂ ਬਲਵੀਰ ਸਿੰਘ ਪੁੱਤਰ ਕਰਤਾਰ ਸਿੰਘ ਵਾਸੀ ਪਿੰਡ ਬੁੱਟਰ ਐਲਾਨ ਕਰਦਾ ਹਾਂ ਕਿ ਮੇਰੇ ਪੁੱਤਰ ਅਤੇ ਉਸਦੀ ਪਤਨੀ ਨਾਲ ਮੇਰਾ ਕੋਈ ਸਬੰਧ ਨਹੀਂ। <box>1359 332 1545 380</box>
story1-body: ਧਰਮਕੋਟ, 28 ਮਈ(ਆਪ੍ਰੇ ਮੋਗਾ)- ਮੁੱਖ ਮੰਤਰੀ ਭਗਵੰਤ ਸਿੰਘ ਮਾਨ ਦੀ ਅਗਵਾਈ ਵਿੱਚ ਪੰਜਾਬ ਸਰਕਾਰ ਵੱਲੋਂ ਨਸ਼ਿਆਂ ਨੂੰ ਖ਼ਤਮ ਕਰਨ ਲਈ ਚਲਾਈ ਜਾ ਰਹੀ ਨਸ਼ਾ ਮੁਕਤੀ ਯਾਤਰਾ ਦੇ ਸਾਰਥਕ ਸਿੱਟੇ ਆਉਣ ਲੱਗੇ ਹਨ, ਲੋਕ ਨਸ਼ਿਆਂ ਦੇ ਖਿਲਾਫ ਲਾਮਬੰਦ ਹੋ ਕੇ ਨਸ਼ਿਆਂ ਵਿਰੁੱਧ ਜੰਗ ਵਿੱਚ ਮਹੱਤਵਪੂਰਨ ਭੂਮਿਕਾ ਨਿਭਾਅ ਰਹੇ ਹਨ। ਜਾਗਰੂਕ ਕੀਤਾ ਤੇ ਉਨ੍ਹਾਂ ਨੂੰ ਵੀ ਯਾਤਰਾ ਵਿੱਚ ਸ਼ਾਮਿਲ ਹੋਣ ਲਈ ਅਪੀਲ ਕੀਤੀ ਗਈ। ਸਰਕਾਰ ਵੱਲੋਂ ਪਿੰਡਾਂ ਅਤੇ ਸ਼ਹਿਰੀ ਵਾਰਡਾਂ ਵਿੱਚ ਰੱਖਿਆ ਕਮੇਟੀਆਂ ਬਣਾਈਆਂ ਗਈਆਂ ਹਨ ਜੋ ਨਸ਼ਿਆਂ ਦੀ ਰੋਕਥਾਮ ਲਈ ਕੰਮ ਕਰ ਰਹੀਆਂ ਹਨ। <box>11 194 205 426</box>
classified-col-a <box>973 137 1160 1933</box>
schedule-cell: ਦਫ਼ਤਰ ਜ਼ੀ.ਸਹ.ਯੂਨੀਅਨ <box>892 2063 961 2088</box>
schedule-cell: ਵੀਰਵਾਰ <box>776 2114 808 2140</box>
change-of-name-entry: I, PARAMJEET SINGH S/O KULVIR SINGH R/O RODE (MOGA) HAVE CHANGED MY NAME TO PARAMJEET SINGH BRAR. <box>973 251 1160 298</box>
change-of-name-entry: I SUBODH BANSAL son of GURU PARSHAD, Resident of Bansal Laser and Skin Care Centre, Hanumangarh Road, Under Fly Over, Abohar, Distt Fazilka, Punjab, 152116. Have changed name of my Minor daughter PALAK to PALAK BANSAL. <box>973 514 1160 612</box>
schedule-cell: 3 <box>609 1960 634 1986</box>
section-title: ਪੀ.ਟੀ. ਪਲੱਸ <box>296 26 1148 72</box>
bedakhli-notice-entry: ਮੈਂ ਹਰਭਜਨ ਸਿੰਘ ਪੁੱਤਰ ਜਗੀਰ ਸਿੰਘ ਵਾਸੀ ਕਪੂਰਥਲਾ ਐਲਾਨ ਕਰਦਾ ਹਾਂ ਕਿ ਮੇਰਾ ਲੜਕਾ ਮੇਰੇ ਕਹਿਣੇ ਤੋਂ ਬਾਹਰ ਹੈ। ਕੋਈ ਵੀ ਉਸ ਨਾਲ ਲੈਣ-ਦੇਣ ਕਰੇਗਾ ਖ਼ੁਦ ਜ਼ਿੰਮੇਵਾਰ ਹੋਵੇਗਾ। <box>1359 226 1545 286</box>
schedule-cell: ਦਫ਼ਤਰ ਜ਼ੀ.ਸਹ.ਯੂਨੀਅਨ <box>892 1898 961 1923</box>
left-notice-2-title: ਬੇਦਖਲੀ ਨੋਟਿਸ <box>11 2003 191 2032</box>
change-of-name-entry: I Gurdarshan Singh S/O Kulwinder Singh R/O Vpo. Khosa Pando Distt. Moga Have Changed My Name To Gurdarshan Singh Toor. <box>973 852 1160 912</box>
masthead-logo <box>11 26 288 72</box>
bedakhli-notice-heading: ਬੇਦਖਲੀ ਨੋਟਿਸ <box>1359 137 1545 166</box>
schedule-cell: ਬੁੱਧਵਾਰ <box>776 2037 808 2063</box>
schedule-cell: 7 <box>609 2063 634 2088</box>
public-notice-heading: PUBLIC NOTICE <box>1359 1646 1545 1674</box>
schedule-cell: ਦਫ਼ਤਰ ਜ਼ੀ.ਸਹ.ਯੂਨੀਅਨ <box>892 2088 961 2114</box>
bedakhli-notice-entry: ਮੈਂ ਕਰਨੈਲ ਸਿੰਘ ਵਾਸੀ ਰਾਮਪੁਰਾ ਫੂਲ ਐਲਾਨ ਕਰਦਾ ਹਾਂ ਕਿ ਮੇਰਾ ਪੁੱਤਰ ਮੇਰੇ ਕਹਿਣੇ ਤੋਂ ਬਾਹਰ ਹੈ। <box>1359 462 1545 497</box>
change-of-name-entry: I hitherto known as DEEPAK S/O GURDEV SINGH R/O VILLAGE RAMTATWALI, PO DHOLBAHA, TEHSIL DASUYA, DISTT HOSHIARPUR, PUNJAB have changed my name and shall hereafter be known as DEEPAK SINGH. <box>1359 1278 1545 1362</box>
schedule-cell: 19.06.2025 <box>722 2063 776 2088</box>
change-of-name-entry: I, Surjeet Kaur W/O Pargat Singh R/O H.No.165, Jallan Da Gurdwara, VPO Reru, Jalandhar Punjab-144012 Have Changed The Spelling Of My Name From Surjeet Kaur To Surjit Kaur. All Concerned Please Note. <box>973 611 1160 696</box>
naam-badli-entry: ਮੈਂ ਸਤਿੰਦਰ ਸਿੰਘ ਬਰਾੜ ਪੁੱਤਰ ਗੁਰਜੰਟ ਸਿੰਘ ਵਾਸੀ ਕੋਟਕਪੂਰਾ ਨੇ ਆਪਣਾ ਨਾਮ ਬਦਲ ਕੇ ਸਤਿੰਦਰ ਸਿੰਘ ਰੱਖ ਲਿਆ ਹੈ। <box>1166 213 1353 261</box>
change-of-name-heading: CHANGE OF NAME <box>973 137 1160 166</box>
story2-body-cont: ਸਮਾਣਾ, 28 ਮਈ (ਜਗਦੀਸ਼ ਰਾਜੀਵ)- ਸਮਾਣਾ ਦੇ ਵਿਧਾਇਕ ਚੇਤਨ ਸਿੰਘ ਜੌੜਾਮਾਜਰਾ ਨੇ ਕਿਹਾ ਹੈ ਕਿ ਪੰਜਾਬ ਸਰਕਾਰ ਵੱਲੋਂ ਮੁੱਖ ਮੰਤਰੀ ਭਗਵੰਤ ਸਿੰਘ ਮਾਨ ਦੀ ਅਗਵਾਈ ਹੇਠ ਨੌਜਵਾਨਾਂ ਨੂੰ ਨਸ਼ਿਆਂ ਤੋਂ ਹਟਾ ਕੇ ਖੇਡਾਂ ਨਾਲ ਜੋੜਿਆ ਜਾ ਰਿਹਾ ਹੈ। ਉਹ ਸਮਾਣਾ ਦੀਆਂ ਵਾਰਡਾਂ 3, 5, 9 ਅਤੇ 11 ਵਿੱਚ ਪੰਜਾਬ ਸਰਕਾਰ ਵੱਲੋਂ ਨਸ਼ਿਆਂ ਦੇ ਖ਼ਾਤਮੇ ਲਈ ਵਿੱਢੀ 'ਯੁੱਧ ਨਸ਼ਿਆਂ ਵਿਰੁੱਧ' ਮੁਹਿੰਮ ਤਹਿਤ ਨਸ਼ਾ ਮੁਕਤੀ ਯਾਤਰਾ ਤਹਿਤ ਲੋਕਾਂ ਨੂੰ ਜਾਗਰੂਕ ਕਰ ਰਹੇ ਸਨ। <box>176 710 596 797</box>
middle-pn4-body: ਪ੍ਰਾਰਥੀ ਵੱਲੋਂ ਦਿੱਤੀ ਦਰਖਾਸਤ ਅਨੁਸਾਰ ਉਸਦੇ ਬੱਚਿਆਂ ਦਾ ਜਨਮ ਸਮੇਂ ਸਿਰ ਦਰਜ ਨਹੀਂ ਕਰਵਾਇਆ ਜਾ ਸਕਿਆ। ਇਸ ਲਈ ਆਮ ਜਨਤਾ ਨੂੰ ਸੂਚਿਤ ਕੀਤਾ ਜਾਂਦਾ ਹੈ ਕਿ ਜੇਕਰ ਕਿਸੇ ਨੂੰ ਇਤਰਾਜ਼ ਹੋਵੇ ਤਾਂ ਮਿਤੀ 05-06-2025 ਨੂੰ ਹਾਜ਼ਰ ਹੋਵੇ। <box>202 1622 593 1642</box>
public-notice-6 <box>604 1587 965 1830</box>
schedule-cell: ਬੁੱਧਵਾਰ <box>776 1923 808 1960</box>
schedule-cell: ਦੁਪਹਿਰ 1 ਵਜੇ ਤੋਂ 2 ਵਜੇ ਤੱਕ <box>808 1986 891 2011</box>
left-notice-1-title: ਬੇਦਖਲੀ ਰੱਦ <box>11 1828 191 1857</box>
change-of-name-list <box>973 166 1160 1103</box>
schedule-cell: ਮੈਂਬਰ ਸਭਾਵਾਂ ਵੱਲੋਂ ਡੈਲੀਗੇਟ ਨਾਮਜ਼ਦ ਕਰਨਾ <box>634 1898 722 1923</box>
notice-tubewell <box>604 87 965 568</box>
logo-text: ਪੰਜਾਬ ਟਾਇਮਜ਼ <box>65 31 233 66</box>
masthead <box>0 23 1556 78</box>
schedule-title: ਦਿ ਜਲੰਧਰ ਡਿਸਟ੍ਰਿਕਟ ਕੋਆਪ੍ਰੇਟਿਵ ਯੂਨੀਅਨ ਲਿਮ. ਜਲੰਧਰ ਦਾ ਚੋਣ ਪ੍ਰੋਗਰਾਮ <box>624 1842 945 1855</box>
change-of-name-2-entry: I, hitherto known as Rajesh Kumar Son of Sushil Kumar Grover Resident of Room No. 20/32 Neem Wali Gali Ward No. 18 Ferozepur City Punjab 152002 India have Changed my name and shall hereafter be known as Rajesh Kumar Grover. <box>1166 899 1353 983</box>
suchna-box <box>11 1572 191 1821</box>
schedule-cell: ਦਫ਼ਤਰ ਜ਼ੀ.ਸਹ.ਯੂਨੀਅਨ <box>892 1986 961 2011</box>
schedule-cell: 19.06.2025 <box>722 2088 776 2114</box>
story3-tag: ਪੰਜਾਬ ਟਾਇਮਜ਼ <box>11 913 94 933</box>
change-of-name-entry: I BIPAN KUMAR S/O HAKAM RAI R/o HNO.1784, MOH SUNDAR NAGAR, BACKSIDE ZIMMY PALACE, NAKODAR, DISTT JALANDHAR, PUNJAB (144040), INDIA. I HAVE CHANGED MY NAME FROM BIPAN KUMAR TO BIPAN KUMAR SHARMA. <box>973 357 1160 442</box>
schedule-cell: ਸਵੇਰੇ 9 ਵਜੇ ਤੋਂ <box>808 1898 891 1923</box>
schedule-cell: ਗਿਣਤੀ ਉਪਰੰਤ <box>808 2114 891 2140</box>
middle-pn4-head: ਬਾ-ਅਦਾਲਤ ਉਪ ਮੰਡਲ ਮੈਜਿਸਟ੍ਰੇਟ ਕਮ ਰਜਿਸਟਰਾਰ ਜਨਮ ਅਤੇ ਮੌਤ, ਬਟਾਲਾ <box>202 1604 425 1613</box>
bedakhli-notice-entry: ਮੈਂ ਪ੍ਰੀਤਮ ਸਿੰਘ ਪੁੱਤਰ ਕਿਸ਼ਨ ਸਿੰਘ ਵਾਸੀ ਪਿੰਡ ਘੱਲ ਕਲਾਂ ਐਲਾਨ ਕਰਦਾ ਹਾਂ ਕਿ ਮੇਰਾ ਲੜਕਾ ਮੇਰੀ ਜਾਇਦਾਦ ਤੋਂ ਬੇਦਖਲ ਹੈ। <box>1359 415 1545 462</box>
story2-subhead: ਕਿਹਾ, ਲੋਕਾਂ ਦੇ ਸਹਿਯੋਗ ਨਾਲ ਨਸ਼ਿਆਂ ਵਿਰੁੱਧ ਯੁੱਧ ਜਿੱਤਿਆ ਜਾਵੇਗਾ <box>11 536 596 563</box>
logo-tagline: ਸੱਚ ਦਾ ਅਖ਼ਬਾਰ <box>34 28 81 37</box>
change-of-name-2-heading: CHANGE OF NAME <box>1166 786 1353 815</box>
change-of-name-entry: I, VEERPAL KAUR W/O JASVINDER SINGH BRAR R/O MALKE (MOGA) HAVE CHANGED MY NAME TO VEERPAL KAUR SIDHU. <box>973 297 1160 357</box>
schedule-cell: 1 <box>609 1898 634 1923</box>
naam-badli-entry: ਮੈਂ ਪਰਮਜੀਤ ਕੌਰ ਪਤਨੀ ਬਲਵਿੰਦਰ ਸਿੰਘ ਵਾਸੀ ਲੁਧਿਆਣਾ ਨੇ ਆਪਣਾ ਨਾਮ ਬਦਲ ਕੇ ਪਰਮਜੀਤ ਕੌਰ ਢਿੱਲੋਂ ਰੱਖ ਲਿਆ ਹੈ। <box>1166 342 1353 390</box>
schedule-cell: ਬੁੱਧਵਾਰ <box>776 1960 808 1986</box>
election-schedule <box>604 1838 965 2158</box>
left-notice-2-body: ਮੈਂ ਹਰਜੀਤ ਕੌਰ ਪਤਨੀ ਸਵਰਨ ਸਿੰਘ ਵਾਸੀ ਪਿੰਡ ਹਰੀਪੁਰ ਐਲਾਨ ਕਰਦੀ ਹਾਂ ਕਿ ਮੇਰਾ ਲੜਕਾ ਮੇਰੇ ਕਹਿਣੇ ਤੋਂ ਬਾਹਰ ਹੈ ਇਸ ਲਈ ਮੈਂ ਉਸਨੂੰ ਆਪਣੀ ਚੱਲ ਅਚੱਲ ਜਾਇਦਾਦ ਤੋਂ ਬੇਦਖਲ ਕਰਦੀ ਹਾਂ ਜੋ ਵੀ ਉਸ ਨਾਲ ਲੈਣ ਦੇਣ ਕਰੇਗਾ ਖ਼ੁਦ ਜ਼ਿੰਮੇਵਾਰ ਹੋਵੇਗਾ। ਮੈਂ ਮਨਜੀਤ ਸਿੰਘ ਪੁੱਤਰ ਗੁਰਮੇਲ ਸਿੰਘ ਵਾਸੀ ਨਵਾਂ ਸ਼ਹਿਰ ਐਲਾਨ ਕਰਦਾ ਹਾਂ ਕਿ ਮੇਰਾ ਲੜਕਾ ਮੇਰੇ ਕਹਿਣੇ ਵਿੱਚ ਨਹੀਂ ਹੈ। <box>12 2038 190 2137</box>
schedule-col-header: ਮਿਤੀ <box>722 1872 776 1898</box>
suchna-title: ਸੂਚਨਾ <box>19 1579 184 1617</box>
change-of-name-entry: I Malkiat Singh & Malkit Singh S/O Ram Rich R/O Vpo. Hariana Distt. Hoshiarpur Am One And The Same Person Of Above Both Names. <box>973 912 1160 972</box>
schedule-cell: ਦਫ਼ਤਰ ਜ਼ੀ.ਸਹ.ਯੂਨੀਅਨ <box>892 1923 961 1960</box>
notice-tubewell-body: ਇਹ ਨੋਟਿਸ ਆਮ ਜਨਤਾ ਦੀ ਜਾਣਕਾਰੀ ਲਈ ਦਿੱਤਾ ਜਾਂਦਾ ਹੈ ਕਿ ਟਿਊਬਵੈੱਲ ਕੁਨੈਕਸ਼ਨ ਨੰਬਰ ਜੋ ਮੇਰੇ ਪਿਤਾ ਜੀ ਦੇ ਨਾਮ ਉੱਤੇ ਚੱਲ ਰਿਹਾ ਹੈ ਉਨ੍ਹਾਂ ਦੀ ਮੌਤ ਹੋ ਜਾਣ ਕਾਰਨ ਮੇਰੇ ਨਾਮ ਉੱਤੇ ਤਬਦੀਲ ਕੀਤਾ ਜਾਣਾ ਹੈ। ਜੇਕਰ ਕਿਸੇ ਨੂੰ ਕੋਈ ਇਤਰਾਜ਼ ਹੋਵੇ ਤਾਂ ਉਹ 15 ਦਿਨਾਂ ਦੇ ਅੰਦਰ ਐਸ.ਡੀ.ਓ. ਪੀ.ਐਸ.ਪੀ.ਸੀ.ਐਲ. ਦਫ਼ਤਰ ਵਿਖੇ ਸੰਪਰਕ ਕਰੇ। ਇਸ ਤੋਂ ਬਾਅਦ ਕੋਈ ਇਤਰਾਜ਼ ਨਹੀਂ ਸੁਣਿਆ ਜਾਵੇਗਾ। <box>612 125 958 166</box>
page-number: 5 <box>1508 26 1545 72</box>
middle-pn5-body: ਬਾ-ਅਦਾਲਤ ਸ੍ਰੀ ਗੁਰਪ੍ਰੀਤ ਸਿੰਘ ਉਪ ਮੰਡਲ ਮੈਜਿਸਟ੍ਰੇਟ ਕਮ ਰਜਿਸਟਰਾਰ ਜਨਮ ਅਤੇ ਮੌਤ। ਇਸ ਰਾਹੀਂ ਆਮ ਜਨਤਾ ਨੂੰ ਸੂਚਿਤ ਕੀਤਾ ਜਾਂਦਾ ਹੈ ਕਿ ਹੇਠ ਲਿਖੇ ਵਿਅਕਤੀਆਂ ਦੀ ਮੌਤ ਦੀ ਦੇਰੀ ਨਾਲ ਰਜਿਸਟ੍ਰੇਸ਼ਨ ਲਈ ਬਿਨੈ ਪ੍ਰਾਪਤ ਹੋਏ ਹਨ। <box>202 1914 593 1933</box>
public-notice-1 <box>604 576 965 875</box>
public-notice-2-body: ਇਸ ਰਾਹੀਂ ਆਮ ਜਨਤਾ ਨੂੰ ਸੂਚਿਤ ਕੀਤਾ ਜਾਂਦਾ ਹੈ ਕਿ ਬਿਨੈਕਾਰ ਨੇ ਆਪਣੇ ਪਰਿਵਾਰਕ ਮੈਂਬਰਾਂ ਦੀ ਮੌਤ ਦੀ ਰਜਿਸਟ੍ਰੇਸ਼ਨ ਲਈ ਦਰਖਾਸਤ ਦਿੱਤੀ ਹੈ ਜਿਨ੍ਹਾਂ ਦੀ ਮੌਤ ਪਿੰਡ ਵਿਖੇ ਹੋਈ ਸੀ ਪਰ ਸਮੇਂ ਸਿਰ ਦਰਜ ਨਹੀਂ ਹੋ ਸਕੀ। ਜੇਕਰ ਕਿਸੇ ਨੂੰ ਕੋਈ ਇਤਰਾਜ਼ ਹੋਵੇ ਤਾਂ ਅਗਲੀ ਪੇਸ਼ੀ ਉੱਤੇ ਅਦਾਲਤ ਵਿੱਚ ਹਾਜ਼ਰ ਹੋਵੇ। <box>612 953 958 983</box>
